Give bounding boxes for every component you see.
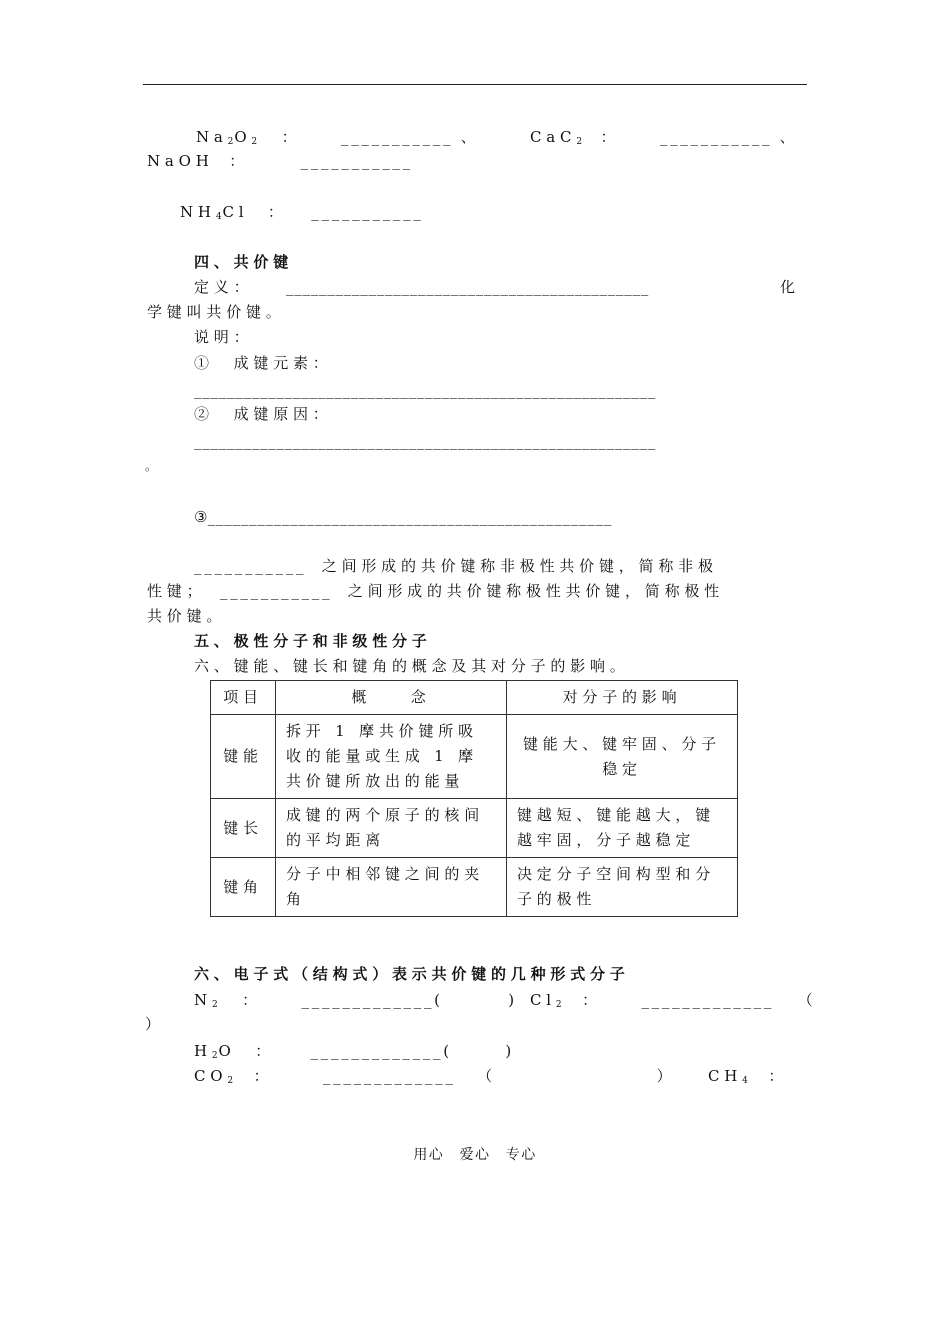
note-label: 说明： <box>194 328 254 346</box>
definition-label: 定义： <box>194 278 254 296</box>
table-row <box>211 715 738 799</box>
item-3: ③_________________________________________________ <box>194 508 612 526</box>
definition-line2: 学键叫共价键。 <box>147 303 286 321</box>
definition-blank: ____________________________________________ <box>286 278 649 296</box>
table-cell-item: 键长 <box>211 799 276 858</box>
table-row <box>211 799 738 858</box>
polar-bond-line: 性键； ___________ 之间形成的共价键称极性共价键，简称极性 <box>147 582 724 600</box>
item-2-period: 。 <box>145 459 161 473</box>
co2-line: $CO_2$ ： _____________ （ ） <box>194 1067 677 1086</box>
table-cell-effect: 键能大、键牢固、分子稳定 <box>507 715 738 799</box>
table-cell-concept: 分子中相邻键之间的夹角 <box>276 858 507 917</box>
table-cell-item: 键能 <box>211 715 276 799</box>
header-rule <box>143 84 807 85</box>
na2o2-line: $Na_2O_2$ ： ___________ 、 <box>196 128 479 147</box>
section-5-heading: 五、极性分子和非级性分子 <box>194 632 432 650</box>
cl2-line: $Cl_2$ ： _____________ （ <box>530 991 818 1010</box>
page-footer: 用心 爱心 专心 <box>413 1147 537 1163</box>
item-1-blank: ________________________________________________________ <box>194 381 656 399</box>
table-row <box>211 858 738 917</box>
polar-bond-line3: 共价键。 <box>147 607 227 625</box>
table-cell-effect: 决定分子空间构型和分子的极性 <box>507 858 738 917</box>
item-1: ① 成键元素： <box>194 354 333 372</box>
item-2-blank: ________________________________________________________ <box>194 432 656 450</box>
n2-line: $N_2$ ： _____________( ) <box>194 991 519 1010</box>
nh4cl-line: $NH_4Cl$ ： ___________ <box>180 203 424 222</box>
ch4-line: $CH_4$ ： <box>708 1067 789 1086</box>
nonpolar-bond-line: ___________ 之间形成的共价键称非极性共价键，简称非极 <box>194 557 718 575</box>
section-6-intro: 六、键能、键长和键角的概念及其对分子的影响。 <box>194 657 630 675</box>
table-header-item: 项目 <box>211 681 276 715</box>
table-cell-concept: 成键的两个原子的核间的平均距离 <box>276 799 507 858</box>
table-cell-effect: 键越短、键能越大，键越牢固，分子越稳定 <box>507 799 738 858</box>
table-header-row <box>211 681 738 715</box>
bond-parameters-table <box>210 680 738 917</box>
section-4-heading: 四、共价键 <box>194 253 294 271</box>
table-header-concept: 概 念 <box>276 681 507 715</box>
definition-tail: 化 <box>780 278 800 296</box>
item-2: ② 成键原因： <box>194 405 333 423</box>
cac2-line: CaC$_2$ ： ___________ 、 <box>530 128 798 147</box>
h2o-line: $H_2O$ ： _____________( ) <box>194 1042 516 1061</box>
cl2-close: ） <box>145 1015 165 1033</box>
table-cell-item: 键角 <box>211 858 276 917</box>
table-header-effect: 对分子的影响 <box>507 681 738 715</box>
table-cell-concept: 拆开 1 摩共价键所吸收的能量或生成 1 摩共价键所放出的能量 <box>276 715 507 799</box>
naoh-line: NaOH ： ___________ <box>147 152 413 170</box>
section-7-heading: 六、电子式（结构式）表示共价键的几种形式分子 <box>194 965 630 983</box>
